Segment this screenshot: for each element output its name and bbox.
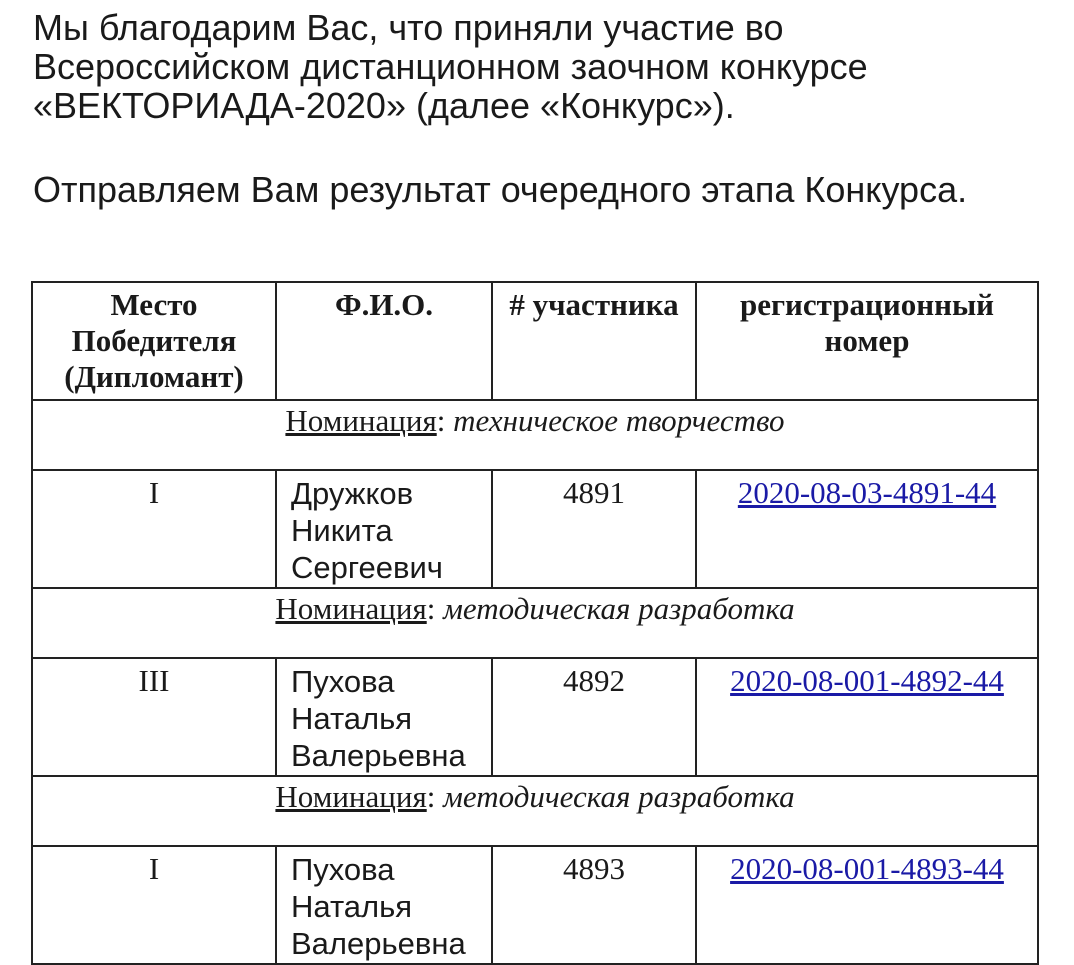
fio-name: Никита (291, 513, 393, 548)
table-row (32, 658, 1038, 776)
nomination-label: Номинация (285, 403, 437, 438)
header-participant-number: # участника (492, 282, 696, 400)
nomination-value: методическая разработка (443, 591, 795, 626)
registration-link[interactable]: 2020-08-001-4892-44 (730, 663, 1004, 698)
header-registration-number: регистрационный номер (696, 282, 1038, 400)
nomination-row (32, 588, 1038, 658)
fio-surname: Пухова (291, 664, 395, 699)
participant-number-cell: 4892 (492, 658, 696, 776)
nomination-cell: Номинация: техническое творчество (32, 400, 1038, 470)
participant-number-cell: 4891 (492, 470, 696, 588)
registration-link[interactable]: 2020-08-03-4891-44 (737, 475, 997, 510)
nomination-row (32, 400, 1038, 470)
results-table (31, 281, 1039, 965)
fio-patronymic: Валерьевна (291, 926, 466, 961)
table-row (32, 470, 1038, 588)
fio-cell (276, 658, 492, 776)
nomination-row (32, 776, 1038, 846)
nomination-cell: Номинация: методическая разработка (32, 588, 1038, 658)
nomination-value: методическая разработка (443, 779, 795, 814)
fio-patronymic: Валерьевна (291, 738, 466, 773)
place-cell: I (32, 470, 276, 588)
header-row (32, 282, 1038, 400)
nomination-label: Номинация (275, 779, 427, 814)
fio-name: Наталья (291, 889, 413, 924)
intro-paragraph-thanks: Мы благодарим Вас, что приняли участие во Всероссийском дистанционном заочном конкурсе «ВЕКТОРИАДА-2020» (далее «Конкурс»). (33, 7, 868, 126)
fio-name: Наталья (291, 701, 413, 736)
registration-cell (696, 470, 1038, 588)
place-cell: I (32, 846, 276, 964)
nomination-value: техническое творчество (453, 403, 785, 438)
place-cell: III (32, 658, 276, 776)
fio-cell (276, 846, 492, 964)
fio-surname: Пухова (291, 852, 395, 887)
nomination-label: Номинация (275, 591, 427, 626)
fio-surname: Дружков (291, 476, 414, 511)
intro-paragraph-result: Отправляем Вам результат очередного этапа Конкурса. (33, 169, 968, 210)
nomination-cell: Номинация: методическая разработка (32, 776, 1038, 846)
table-row (32, 846, 1038, 964)
header-place: Место Победителя (Дипломант) (32, 282, 276, 400)
header-fio: Ф.И.О. (276, 282, 492, 400)
registration-link[interactable]: 2020-08-001-4893-44 (730, 851, 1004, 886)
registration-cell (696, 846, 1038, 964)
fio-cell (276, 470, 492, 588)
fio-patronymic: Сергеевич (291, 550, 443, 585)
registration-cell (696, 658, 1038, 776)
participant-number-cell: 4893 (492, 846, 696, 964)
